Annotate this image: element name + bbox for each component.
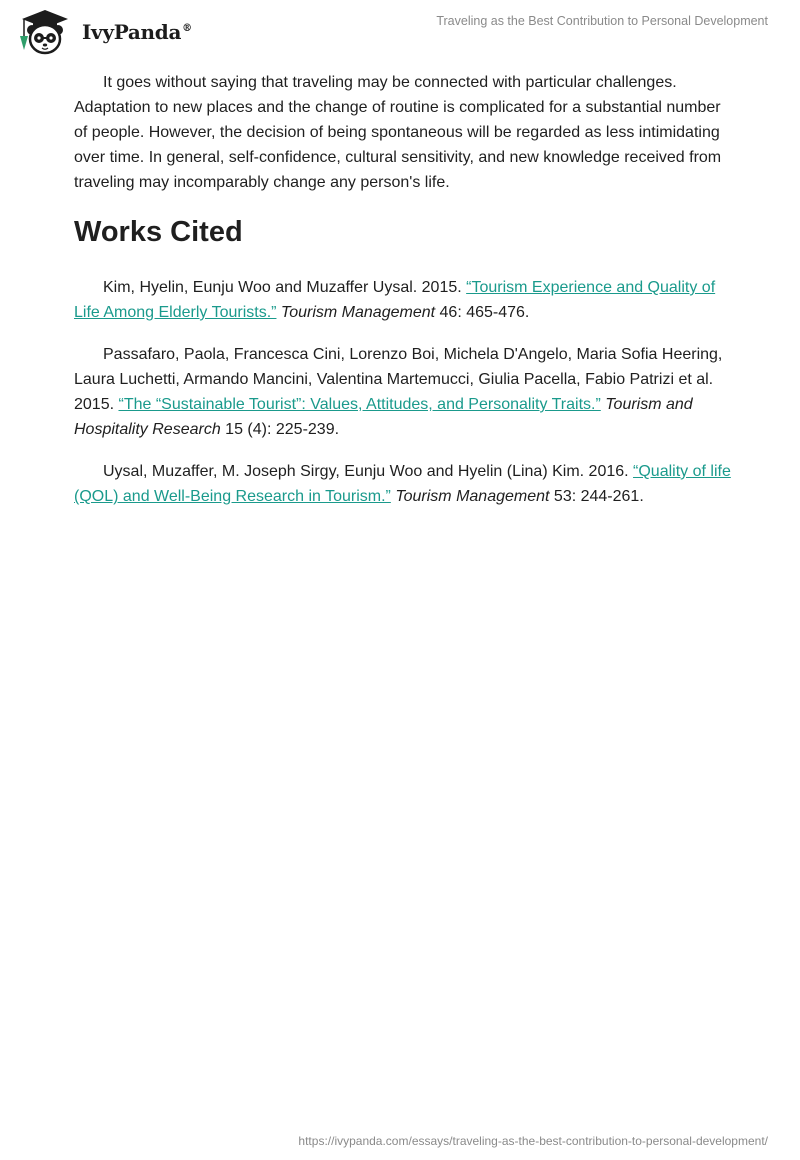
body-paragraph: It goes without saying that traveling may be connected with particular challenges. Adaptation to new places and the change of routine is complicated for a substantial number of people. However, the decision of being spontaneous will be regarded as less intimidating over time. In general, self-confidence, cultural sensitivity, and new knowledge received from traveling may incomparably change any person's life. xyxy=(74,74,722,191)
reference-details: 53: 244-261. xyxy=(549,488,644,505)
reference-item xyxy=(74,275,734,325)
reference-item xyxy=(74,342,734,442)
page-header xyxy=(0,0,800,60)
reference-link[interactable]: “The “Sustainable Tourist”: Values, Attitudes, and Personality Traits.” xyxy=(118,396,601,413)
reference-details: 46: 465-476. xyxy=(435,304,530,321)
reference-journal: Tourism and Hospitality Research xyxy=(74,396,693,438)
works-cited-heading: Works Cited xyxy=(74,216,243,248)
ivypanda-logo[interactable] xyxy=(16,8,216,56)
reference-authors: Uysal, Muzaffer, M. Joseph Sirgy, Eunju Woo and Hyelin (Lina) Kim. 2016. xyxy=(103,463,634,480)
reference-journal: Tourism Management xyxy=(280,304,436,321)
panda-graduate-logo-icon xyxy=(16,8,74,56)
essay-content xyxy=(74,70,734,526)
reference-item xyxy=(74,459,734,509)
reference-link[interactable]: “Quality of life (QOL) and Well-Being Research in Tourism.” xyxy=(74,463,731,505)
reference-details: 15 (4): 225-239. xyxy=(220,421,340,438)
reference-authors: Kim, Hyelin, Eunju Woo and Muzaffer Uysal. 2015. xyxy=(103,279,467,296)
reference-journal: Tourism Management xyxy=(395,488,550,505)
source-url[interactable]: https://ivypanda.com/essays/traveling-as-the-best-contribution-to-personal-development/ xyxy=(298,1134,768,1148)
reference-link[interactable]: “Tourism Experience and Quality of Life Among Elderly Tourists.” xyxy=(74,279,716,321)
brand-name: IvyPanda® xyxy=(82,20,192,44)
reference-authors: Passafaro, Paola, Francesca Cini, Lorenzo Boi, Michela D'Angelo, Maria Sofia Heering, Laura Luchetti, Armando Mancini, Valentina Martemucci, Giulia Pacella, Fabio Patrizi et al. 2015. xyxy=(74,346,723,413)
document-title: Traveling as the Best Contribution to Personal Development xyxy=(436,14,768,28)
